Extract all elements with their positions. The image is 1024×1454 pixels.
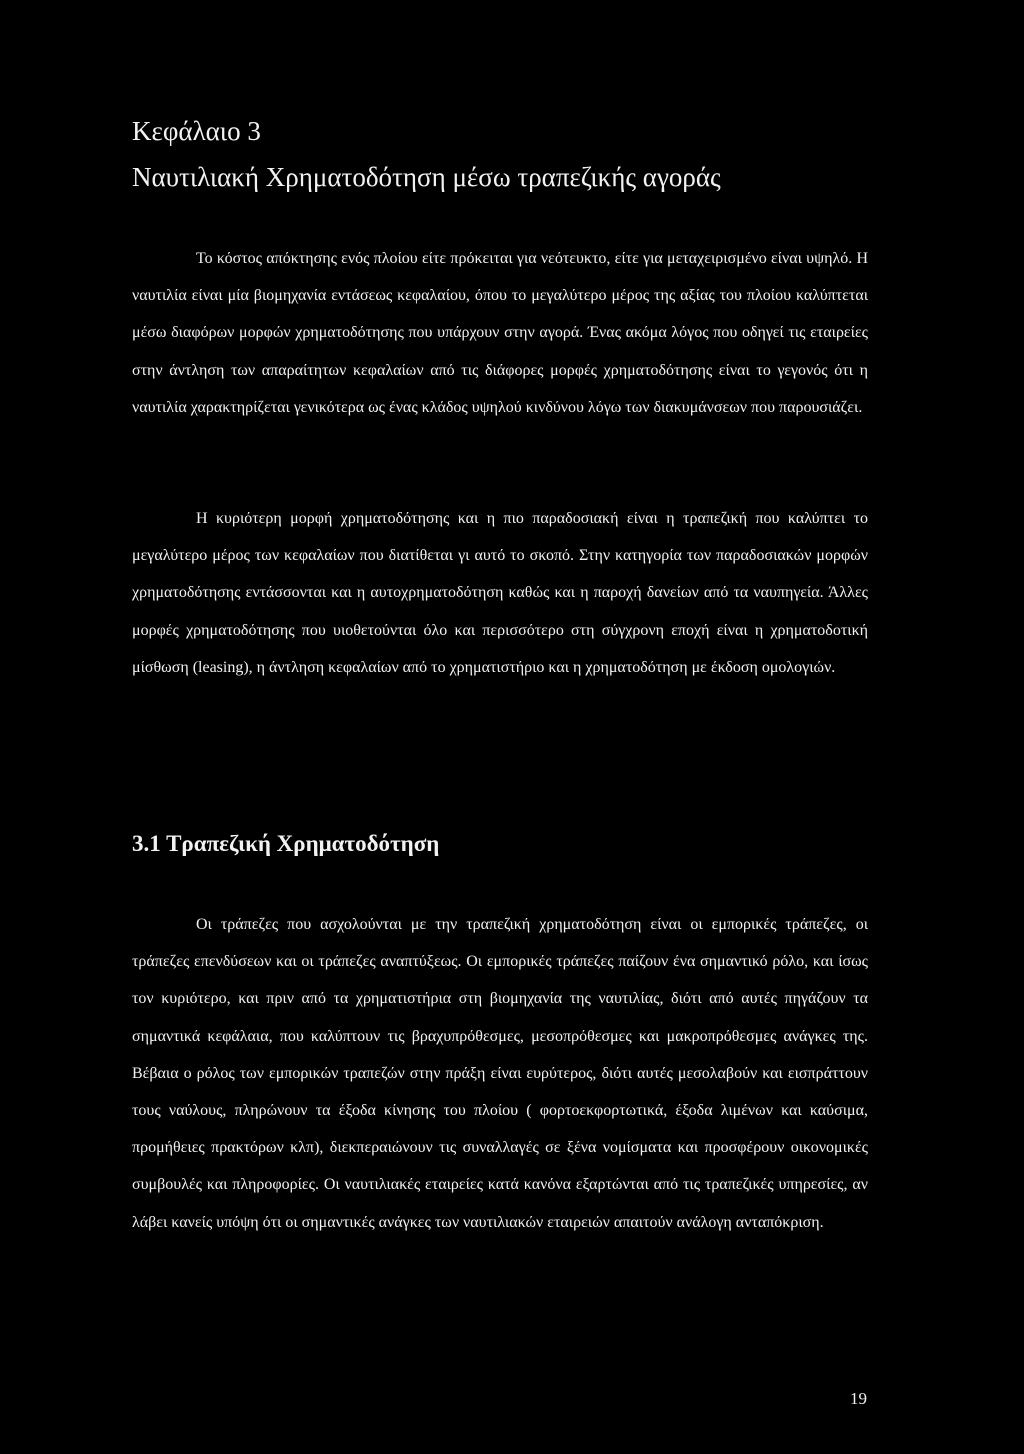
section-title: 3.1 Τραπεζική Χρηματοδότηση (132, 831, 440, 856)
page-number: 19 (850, 1389, 867, 1408)
chapter-title: Ναυτιλιακή Χρηματοδότηση μέσω τραπεζικής αγοράς (132, 162, 721, 192)
chapter-label: Κεφάλαιο 3 (132, 116, 261, 146)
paragraph-forms-of-financing: Η κυριότερη μορφή χρηματοδότησης και η πιο παραδοσιακή είναι η τραπεζική που καλύπτει το μεγαλύτερο μέρος των κεφαλαίων που διατίθεται γι αυτό το σκοπό. Στην κατηγορία των παραδοσιακών μορφών χρηματοδότησης εντάσσονται και η αυτοχρηματοδότηση καθώς και η παροχή δανείων από τα ναυπηγεία. Άλλες μορφές χρηματοδότησης που υιοθετούνται όλο και περισσότερο στη σύγχρονη εποχή είναι η χρηματοδοτική μίσθωση (leasing), η άντληση κεφαλαίων από το χρηματιστήριο και η χρηματοδότηση με έκδοση ομολογιών. (132, 510, 868, 676)
paragraph-commercial-banks: Οι τράπεζες που ασχολούνται με την τραπεζική χρηματοδότηση είναι οι εμπορικές τράπεζες, οι τράπεζες επενδύσεων και οι τράπεζες αναπτύξεως. Οι εμπορικές τράπεζες παίζουν ένα σημαντικό ρόλο, και ίσως τον κυριότερο, και πριν από τα χρηματιστήρια στη βιομηχανία της ναυτιλίας, διότι από αυτές πηγάζουν τα σημαντικά κεφάλαια, που καλύπτουν τις βραχυπρόθεσμες, μεσοπρόθεσμες και μακροπρόθεσμες ανάγκες της. Βέβαια ο ρόλος των εμπορικών τραπεζών στην πράξη είναι ευρύτερος, διότι αυτές μεσολαβούν και εισπράττουν τους ναύλους, πληρώνουν τα έξοδα κίνησης του πλοίου ( φορτοεκφορτωτικά, έξοδα λιμένων και καύσιμα, προμήθειες πρακτόρων κλπ), διεκπεραιώνουν τις συναλλαγές σε ξένα νομίσματα και προσφέρουν οικονομικές συμβουλές και πληροφορίες. Οι ναυτιλιακές εταιρείες κατά κανόνα εξαρτώνται από τις τραπεζικές υπηρεσίες, αν λάβει κανείς υπόψη ότι οι σημαντικές ανάγκες των ναυτιλιακών εταιρειών απαιτούν ανάλογη ανταπόκριση. (132, 916, 868, 1231)
paragraph-cost-of-acquisition: Το κόστος απόκτησης ενός πλοίου είτε πρόκειται για νεότευκτο, είτε για μεταχειρισμένο είναι υψηλό. Η ναυτιλία είναι μία βιομηχανία εντάσεως κεφαλαίου, όπου το μεγαλύτερο μέρος της αξίας του πλοίου καλύπτεται μέσω διαφόρων μορφών χρηματοδότησης που υπάρχουν στην αγορά. Ένας ακόμα λόγος που οδηγεί τις εταιρείες στην άντληση των απαραίτητων κεφαλαίων από τις διάφορες μορφές χρηματοδότησης είναι το γεγονός ότι η ναυτιλία χαρακτηρίζεται γενικότερα ως ένας κλάδος υψηλού κινδύνου λόγω των διακυμάνσεων που παρουσιάζει. (132, 250, 868, 416)
